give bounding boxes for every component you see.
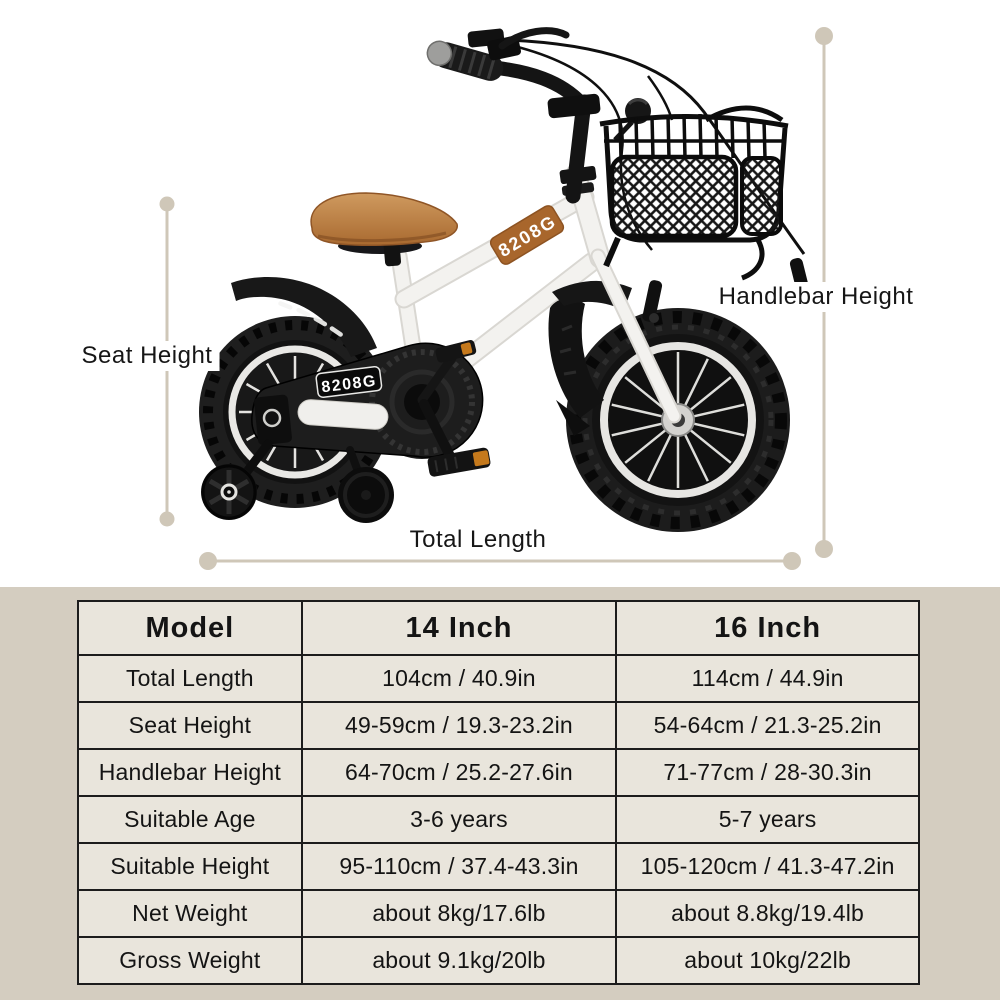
value-16: 54-64cm / 21.3-25.2in — [616, 702, 919, 749]
chainguard-label-text: 8208G — [320, 372, 378, 397]
spec-row-suitable-height — [78, 843, 919, 890]
spec-row-gross-weight — [78, 937, 919, 984]
header-16-inch: 16 Inch — [616, 601, 919, 655]
header-row — [78, 601, 919, 655]
row-label: Net Weight — [78, 890, 302, 937]
value-16: about 8.8kg/19.4lb — [616, 890, 919, 937]
front-basket — [600, 108, 788, 278]
header-model: Model — [78, 601, 302, 655]
value-14: 95-110cm / 37.4-43.3in — [302, 843, 617, 890]
row-label: Suitable Age — [78, 796, 302, 843]
value-14: 3-6 years — [302, 796, 617, 843]
spec-row-total-length — [78, 655, 919, 702]
spec-row-seat-height — [78, 702, 919, 749]
value-16: about 10kg/22lb — [616, 937, 919, 984]
spec-row-suitable-age — [78, 796, 919, 843]
frame-sticker — [488, 204, 565, 267]
value-14: about 8kg/17.6lb — [302, 890, 617, 937]
row-label: Gross Weight — [78, 937, 302, 984]
seat-height-label: Seat Height — [75, 341, 220, 371]
value-14: 104cm / 40.9in — [302, 655, 617, 702]
row-label: Seat Height — [78, 702, 302, 749]
total-length-label: Total Length — [403, 525, 554, 555]
handlebar-height-label: Handlebar Height — [712, 282, 921, 312]
saddle — [311, 193, 457, 267]
spec-table-header — [78, 601, 919, 655]
spec-table — [77, 600, 920, 985]
spec-row-handlebar-height — [78, 749, 919, 796]
value-14: about 9.1kg/20lb — [302, 937, 617, 984]
row-label: Suitable Height — [78, 843, 302, 890]
spec-row-net-weight — [78, 890, 919, 937]
spec-table-body — [78, 655, 919, 984]
header-14-inch: 14 Inch — [302, 601, 617, 655]
row-label: Total Length — [78, 655, 302, 702]
value-14: 64-70cm / 25.2-27.6in — [302, 749, 617, 796]
value-14: 49-59cm / 19.3-23.2in — [302, 702, 617, 749]
value-16: 71-77cm / 28-30.3in — [616, 749, 919, 796]
value-16: 5-7 years — [616, 796, 919, 843]
value-16: 114cm / 44.9in — [616, 655, 919, 702]
row-label: Handlebar Height — [78, 749, 302, 796]
value-16: 105-120cm / 41.3-47.2in — [616, 843, 919, 890]
frame-sticker-text: 8208G — [494, 210, 561, 261]
